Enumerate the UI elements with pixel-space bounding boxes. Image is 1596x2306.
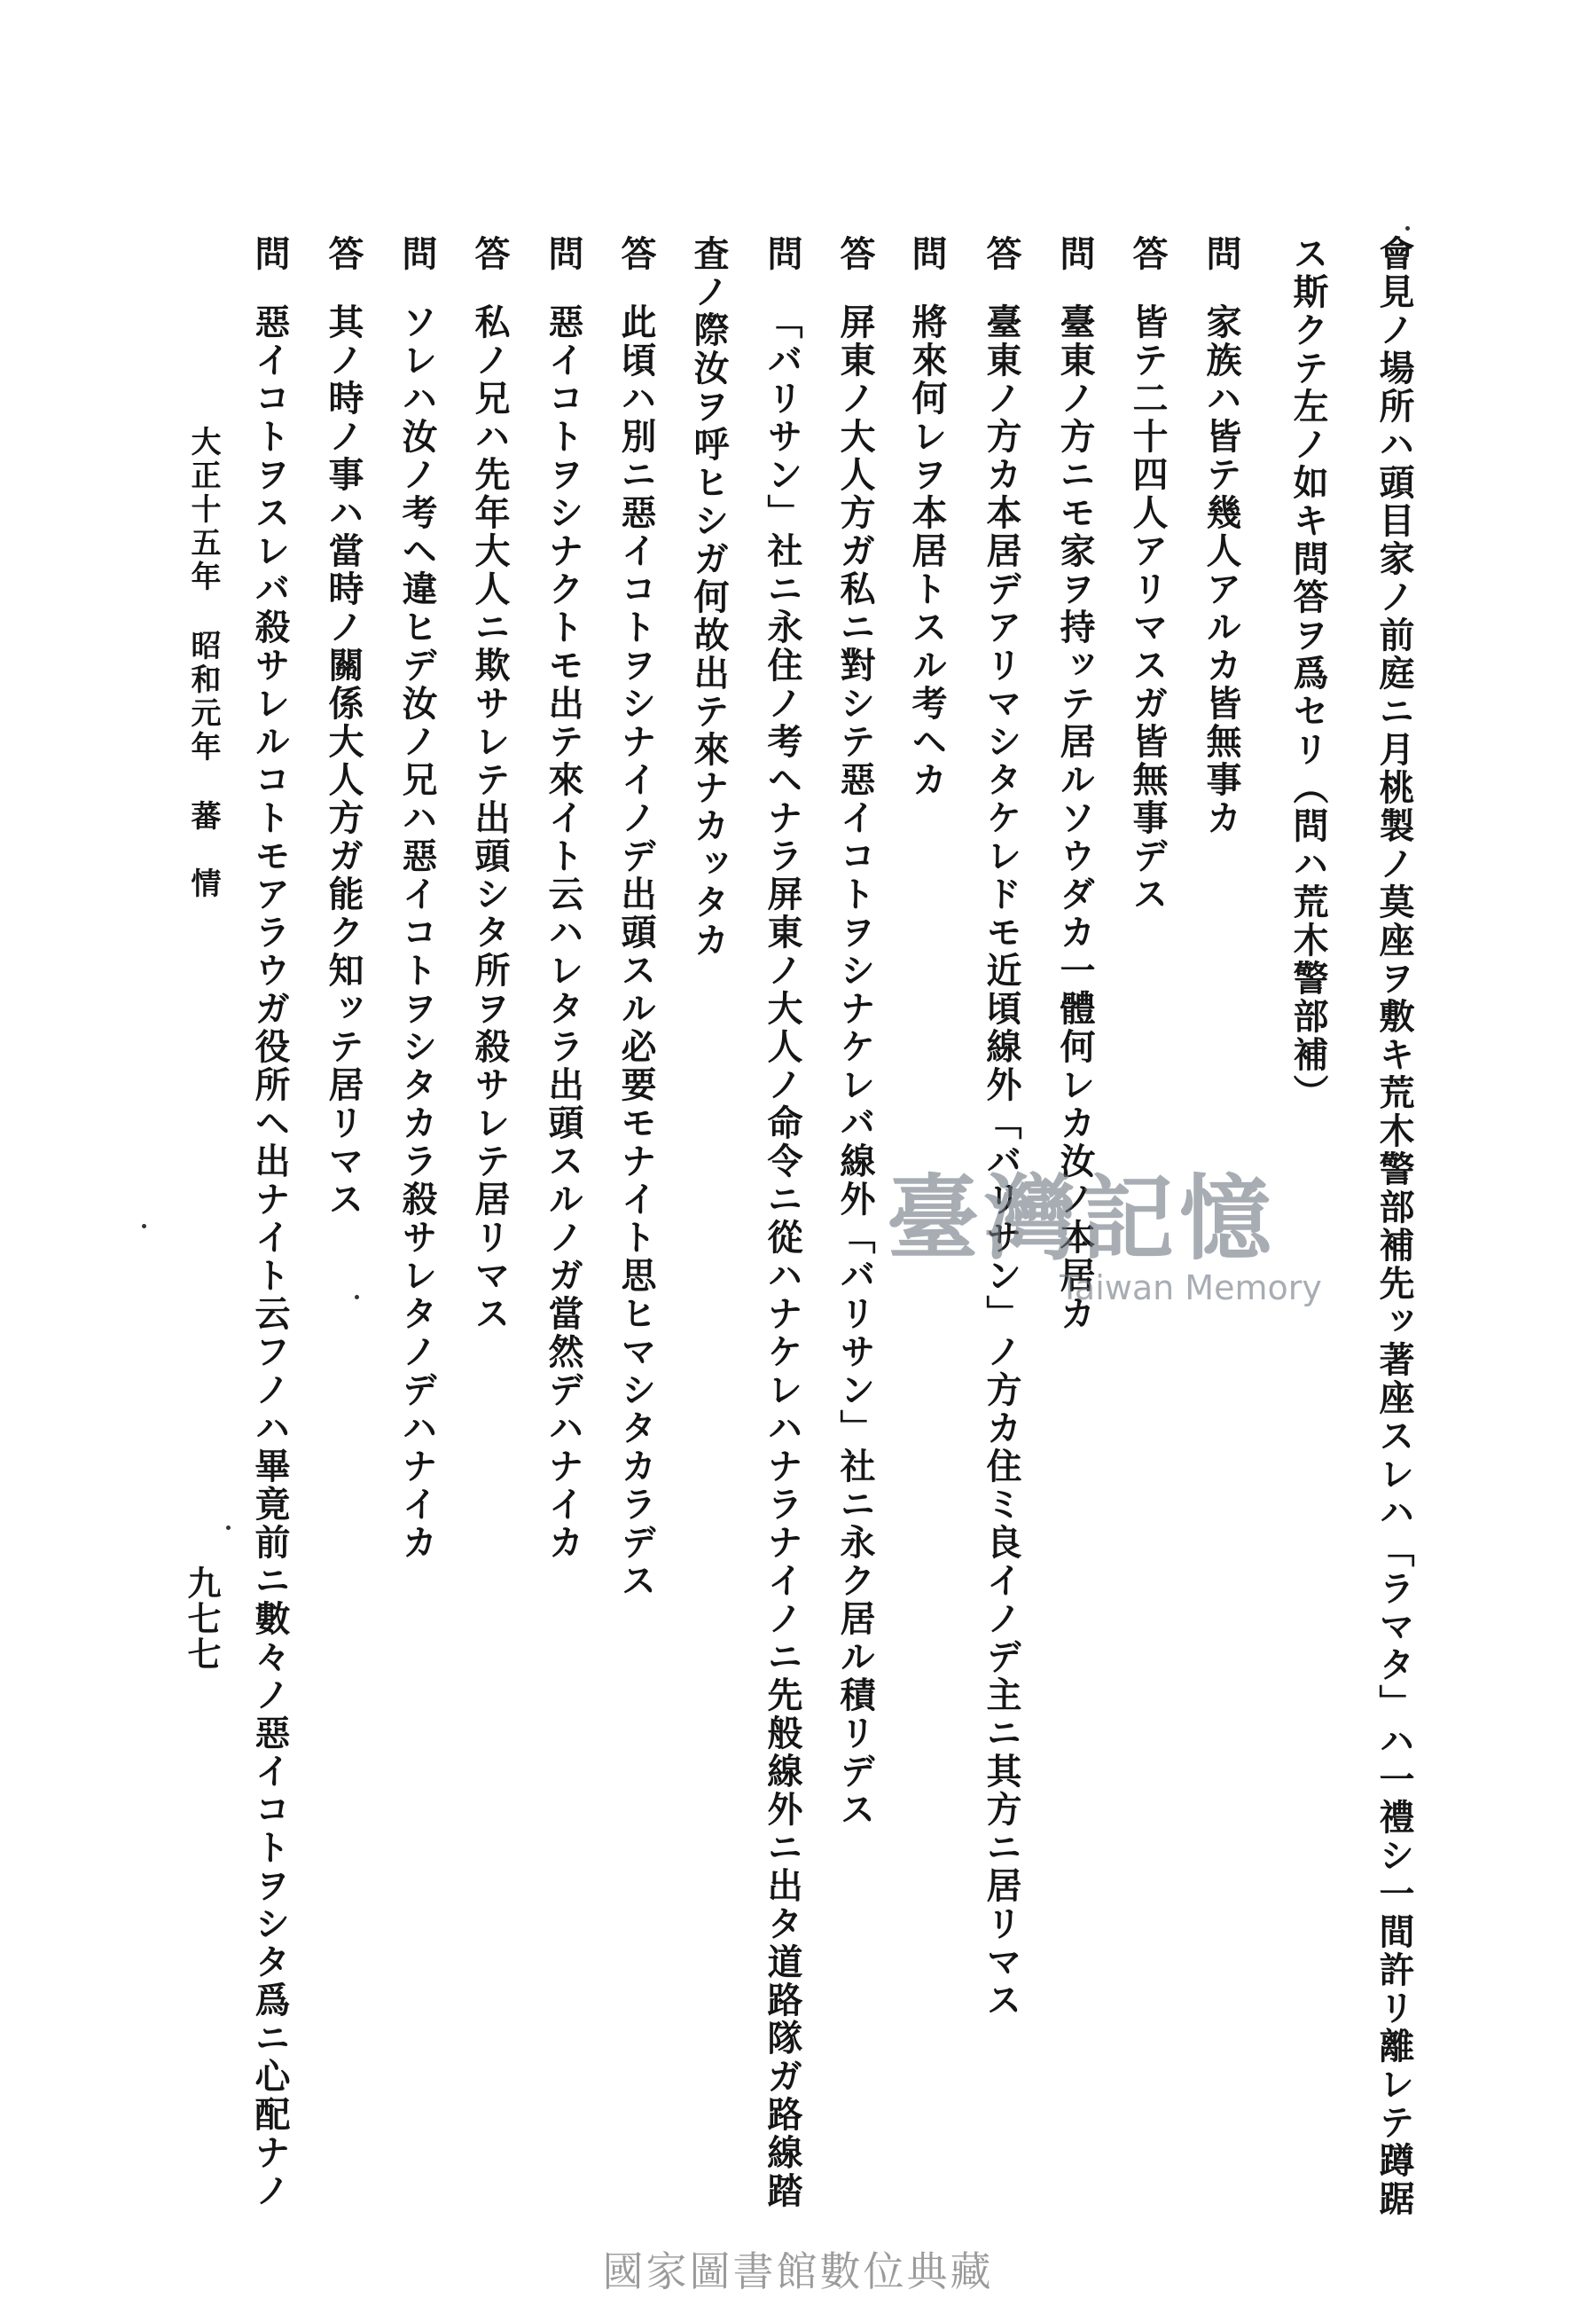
line-text: 「バリサン」社ニ永住ノ考ヘナラ屏東ノ大人ノ命令ニ從ハナケレハナラナイノニ先般線外ニ出タ道路隊ガ路線踏 bbox=[762, 303, 803, 2210]
speaker-role: 問 bbox=[762, 235, 803, 273]
line-text: 私ノ兄ハ先年大人ニ欺サレテ出頭シタ所ヲ殺サレテ居リマス bbox=[469, 303, 511, 1333]
line-text: 惡イコトヲスレバ殺サレルコトモアラウガ役所ヘ出ナイト云フノハ畢竟前ニ數々ノ惡イコトヲシタ爲ニ心配ナノ bbox=[249, 303, 291, 2210]
speaker-role: 答 bbox=[323, 235, 364, 273]
text-line-1 bbox=[1365, 235, 1422, 2218]
speaker-role: 答 bbox=[981, 235, 1022, 273]
library-footer: 國家圖書館數位典藏 bbox=[602, 2247, 994, 2295]
speaker-role: 問 bbox=[543, 235, 584, 273]
speaker-role: 答 bbox=[615, 235, 657, 273]
speaker-role: 問 bbox=[396, 235, 438, 273]
scan-speck bbox=[1405, 226, 1410, 231]
line-text: 臺東ノ方ニモ家ヲ持ッテ居ルソウダカ一體何レカ汝ノ本居カ bbox=[1054, 303, 1096, 1333]
text-line-8 bbox=[826, 235, 883, 2080]
watermark bbox=[887, 1144, 1322, 1322]
speaker-role: 答 bbox=[469, 235, 511, 273]
text-line-15 bbox=[315, 235, 372, 2080]
speaker-role: 問 bbox=[249, 235, 291, 273]
line-text: 此頃ハ別ニ惡イコトヲシナイノデ出頭スル必要モナイト思ヒマシタカラデス bbox=[615, 303, 657, 1600]
line-text: 査ノ際汝ヲ呼ヒシガ何故出テ來ナカッタカ bbox=[688, 235, 730, 960]
speaker-role: 答 bbox=[834, 235, 876, 273]
line-text: 其ノ時ノ事ハ當時ノ關係大人方ガ能ク知ッテ居リマス bbox=[323, 303, 364, 1219]
watermark-text: 臺灣記憶 bbox=[887, 1164, 1278, 1273]
text-line-11 bbox=[607, 235, 664, 2080]
speaker-role: 問 bbox=[1054, 235, 1096, 273]
text-line-14 bbox=[388, 235, 445, 2080]
page-number: 九七七 bbox=[182, 1565, 222, 1672]
text-line-9 bbox=[754, 235, 810, 2210]
text-line-10 bbox=[680, 235, 737, 2080]
line-text: 屏東ノ大人方ガ私ニ對シテ惡イコトヲシナケレバ線外「バリサン」社ニ永ク居ル積リデス bbox=[834, 303, 876, 1829]
footer-era: 大正十五年 bbox=[185, 426, 221, 594]
speaker-role: 問 bbox=[1201, 235, 1242, 273]
text-line-16 bbox=[241, 235, 298, 2210]
line-text: 惡イコトヲシナクトモ出テ來イト云ハレタラ出頭スルノガ當然デハナイカ bbox=[543, 303, 584, 1562]
line-text: 將來何レヲ本居トスル考ヘカ bbox=[906, 303, 948, 799]
footer-era-2: 昭和元年 bbox=[185, 630, 221, 765]
scan-speck bbox=[226, 1526, 231, 1530]
scan-speck bbox=[142, 1224, 146, 1228]
watermark-latin: Taiwan Memory bbox=[1060, 1268, 1322, 1307]
line-text: ソレハ汝ノ考ヘ違ヒデ汝ノ兄ハ惡イコトヲシタカラ殺サレタノデハナイカ bbox=[396, 303, 438, 1562]
running-footer bbox=[182, 426, 225, 1206]
line-text: 臺東ノ方カ本居デアリマシタケレドモ近頃線外「バリサン」ノ方カ住ミ良イノデ主ニ其方ニ居リマス bbox=[981, 303, 1022, 2020]
text-line-12 bbox=[535, 235, 591, 2080]
line-text: 會見ノ場所ハ頭目家ノ前庭ニ月桃製ノ莫座ヲ敷キ荒木警部補先ッ著座スレハ「ラマタ」ハ一禮シ一間許リ離レテ蹲踞 bbox=[1373, 235, 1415, 2218]
line-text: 家族ハ皆テ幾人アルカ皆無事カ bbox=[1201, 303, 1242, 837]
speaker-role: 問 bbox=[906, 235, 948, 273]
footer-section: 蕃 情 bbox=[185, 800, 221, 901]
text-line-13 bbox=[461, 235, 518, 2080]
line-text: ス斯クテ左ノ如キ問答ヲ爲セリ（問ハ荒木警部補） bbox=[1287, 235, 1329, 1112]
speaker-role: 答 bbox=[1127, 235, 1169, 273]
scan-speck bbox=[355, 1295, 359, 1299]
line-text: 皆テ二十四人アリマスガ皆無事デス bbox=[1127, 303, 1169, 914]
